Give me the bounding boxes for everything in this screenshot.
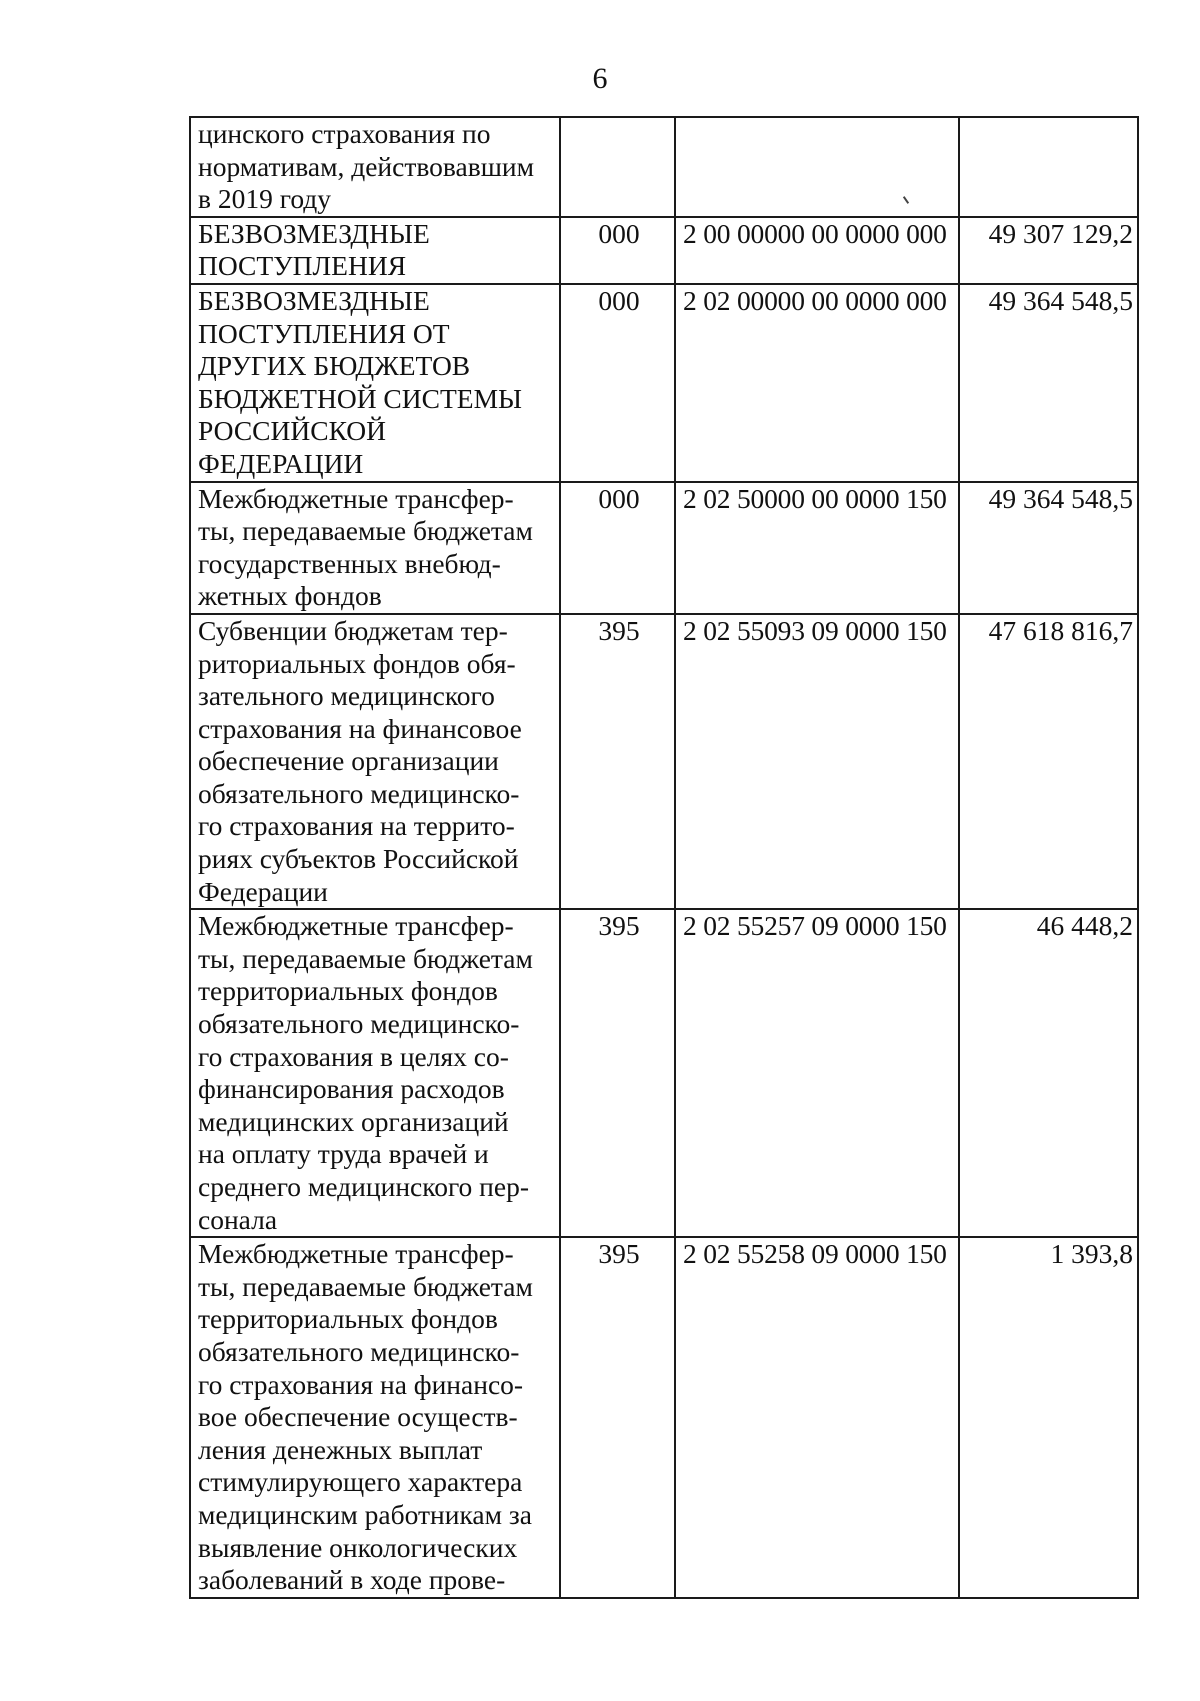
income-name-line: сонала: [198, 1203, 278, 1235]
income-name-line: го страхования на террито-: [198, 810, 515, 842]
income-name-line: цинского страхования по: [198, 118, 491, 149]
income-name-line: жетных фондов: [198, 580, 382, 612]
income-name-cell: [190, 1237, 560, 1598]
administrator-code-cell: 395: [560, 909, 675, 1237]
administrator-code-cell: [560, 117, 675, 217]
table-row: [190, 1237, 1138, 1598]
income-name-line: ФЕДЕРАЦИИ: [198, 447, 364, 479]
income-name-line: обеспечение организации: [198, 745, 499, 777]
budget-classification-code-cell: 2 02 50000 00 0000 150: [675, 482, 959, 614]
revenue-table: [189, 116, 1139, 1599]
budget-classification-code-cell: 2 02 55093 09 0000 150: [675, 614, 959, 909]
table-row: [190, 284, 1138, 482]
administrator-code-cell: 000: [560, 482, 675, 614]
income-name-line: риях субъектов Российской: [198, 843, 519, 875]
income-name-cell: [190, 117, 560, 217]
income-name-line: нормативам, действовавшим: [198, 150, 535, 182]
income-name-line: РОССИЙСКОЙ: [198, 415, 386, 447]
income-name-cell: [190, 217, 560, 284]
amount-cell: 49 307 129,2: [959, 217, 1138, 284]
income-name-line: ПОСТУПЛЕНИЯ: [198, 250, 407, 282]
income-name-line: зательного медицинского: [198, 680, 495, 712]
income-name-line: ты, передаваемые бюджетам: [198, 942, 533, 974]
table-row: [190, 482, 1138, 614]
amount-cell: 47 618 816,7: [959, 614, 1138, 909]
income-name-line: БЕЗВОЗМЕЗДНЫЕ: [198, 284, 430, 316]
income-name-cell: [190, 909, 560, 1237]
income-name-line: ления денежных выплат: [198, 1433, 483, 1465]
income-name-line: вое обеспечение осуществ-: [198, 1401, 518, 1433]
income-name-line: страхования на финансовое: [198, 712, 522, 744]
income-name-line: обязательного медицинско-: [198, 777, 520, 809]
income-name-line: в 2019 году: [198, 183, 332, 215]
income-name-line: Федерации: [198, 875, 328, 907]
income-name-line: среднего медицинского пер-: [198, 1171, 530, 1202]
budget-classification-code-cell: 2 02 00000 00 0000 000: [675, 284, 959, 482]
income-name-line: территориальных фондов: [198, 975, 498, 1007]
income-name-cell: [190, 614, 560, 909]
income-name-cell: [190, 482, 560, 614]
amount-cell: 46 448,2: [959, 909, 1138, 1237]
page-number: 6: [592, 62, 608, 95]
income-name-line: Субвенции бюджетам тер-: [198, 614, 508, 646]
administrator-code-cell: 000: [560, 217, 675, 284]
amount-cell: 49 364 548,5: [959, 284, 1138, 482]
income-name-line: выявление онкологических: [198, 1531, 518, 1563]
income-name-line: ПОСТУПЛЕНИЯ ОТ: [198, 317, 450, 349]
income-name-line: на оплату труда врачей и: [198, 1138, 489, 1170]
table-row: [190, 614, 1138, 909]
table-row: [190, 117, 1138, 217]
income-name-line: Межбюджетные трансфер-: [198, 482, 514, 514]
income-name-line: БЕЗВОЗМЕЗДНЫЕ: [198, 217, 430, 249]
income-name-line: Межбюджетные трансфер-: [198, 1238, 514, 1270]
income-name-line: стимулирующего характера: [198, 1466, 523, 1498]
income-name-line: го страхования на финансо-: [198, 1368, 524, 1400]
income-name-line: государственных внебюд-: [198, 547, 501, 579]
income-name-cell: [190, 284, 560, 482]
income-name-line: медицинским работникам за: [198, 1498, 532, 1530]
budget-classification-code-cell: 2 02 55258 09 0000 150: [675, 1237, 959, 1598]
income-name-line: ты, передаваемые бюджетам: [198, 515, 533, 547]
table-body: [190, 117, 1138, 1598]
income-name-line: обязательного медицинско-: [198, 1335, 520, 1367]
income-name-line: ты, передаваемые бюджетам: [198, 1270, 533, 1302]
income-name-line: го страхования в целях со-: [198, 1040, 509, 1072]
income-name-line: территориальных фондов: [198, 1303, 498, 1335]
income-name-line: обязательного медицинско-: [198, 1008, 520, 1040]
administrator-code-cell: 000: [560, 284, 675, 482]
table-row: [190, 217, 1138, 284]
income-name-line: риториальных фондов обя-: [198, 647, 516, 679]
budget-classification-code-cell: [675, 117, 959, 217]
table-row: [190, 909, 1138, 1237]
amount-cell: [959, 117, 1138, 217]
budget-classification-code-cell: 2 00 00000 00 0000 000: [675, 217, 959, 284]
administrator-code-cell: 395: [560, 614, 675, 909]
amount-cell: 1 393,8: [959, 1237, 1138, 1598]
income-name-line: БЮДЖЕТНОЙ СИСТЕМЫ: [198, 382, 523, 414]
amount-cell: 49 364 548,5: [959, 482, 1138, 614]
income-name-line: финансирования расходов: [198, 1073, 505, 1105]
income-name-line: Межбюджетные трансфер-: [198, 910, 514, 942]
income-name-line: медицинских организаций: [198, 1105, 509, 1137]
income-name-line: заболеваний в ходе прове-: [198, 1564, 506, 1596]
administrator-code-cell: 395: [560, 1237, 675, 1598]
budget-classification-code-cell: 2 02 55257 09 0000 150: [675, 909, 959, 1237]
income-name-line: ДРУГИХ БЮДЖЕТОВ: [198, 350, 471, 382]
